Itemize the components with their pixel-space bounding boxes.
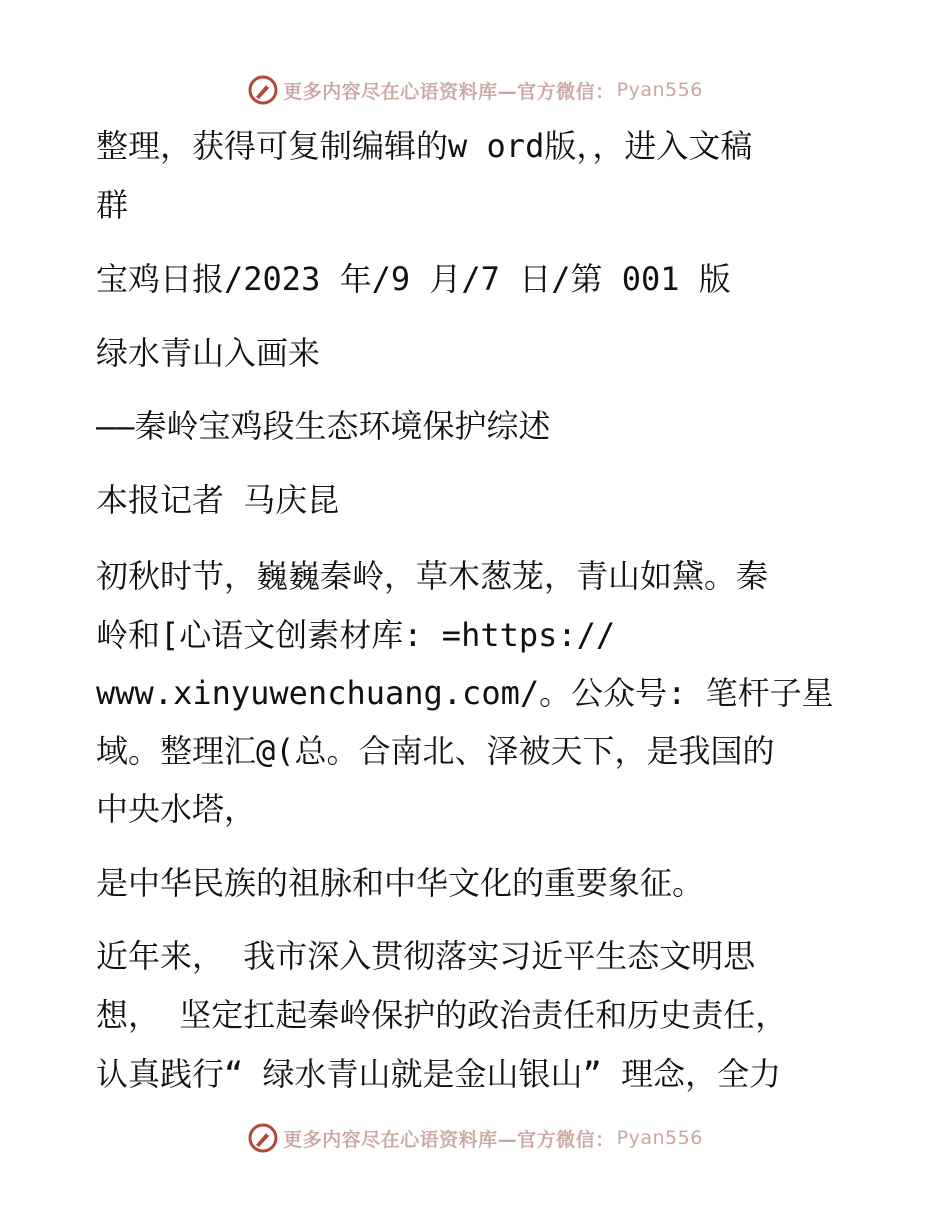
text-line: 是中华民族的祖脉和中华文化的重要象征。 xyxy=(96,864,705,902)
text-line: 初秋时节，巍巍秦岭，草木葱茏，青山如黛。秦 xyxy=(96,557,769,595)
pen-circle-icon xyxy=(247,1122,279,1154)
article-title: 绿水青山入画来 xyxy=(96,334,321,372)
banner-text: 更多内容尽在心语资料库—官方微信： xyxy=(283,80,615,103)
banner-text: 更多内容尽在心语资料库—官方微信： xyxy=(283,1128,615,1151)
text-line: 岭和[心语文创素材库: =https:// xyxy=(96,616,616,654)
text-line: 认真践行“ 绿水青山就是金山银山” 理念，全力 xyxy=(96,1055,782,1093)
text-line: 域。整理汇@(总。合南北、泽被天下，是我国的 xyxy=(96,732,775,770)
banner-wechat-id: Pyan556 xyxy=(616,79,703,101)
text-line: 想， 坚定扛起秦岭保护的政治责任和历史责任， xyxy=(96,996,788,1034)
footer-banner xyxy=(0,1118,950,1158)
text-line: www.xinyuwenchuang.com/。公众号: 笔杆子星 xyxy=(96,674,834,712)
text-line: 宝鸡日报/2023 年/9 月/7 日/第 001 版 xyxy=(96,260,731,298)
pen-circle-icon xyxy=(247,74,279,106)
text-line: 中央水塔， xyxy=(96,790,257,828)
text-line: 近年来， 我市深入贯彻落实习近平生态文明思 xyxy=(96,937,756,975)
text-line: 整理，获得可复制编辑的w ord版，，进入文稿 xyxy=(96,127,753,165)
article-subtitle: ——秦岭宝鸡段生态环境保护综述 xyxy=(96,407,551,445)
article-byline: 本报记者 马庆昆 xyxy=(96,481,340,519)
header-banner xyxy=(0,70,950,110)
banner-wechat-id: Pyan556 xyxy=(616,1127,703,1149)
text-line: 群 xyxy=(96,186,129,224)
